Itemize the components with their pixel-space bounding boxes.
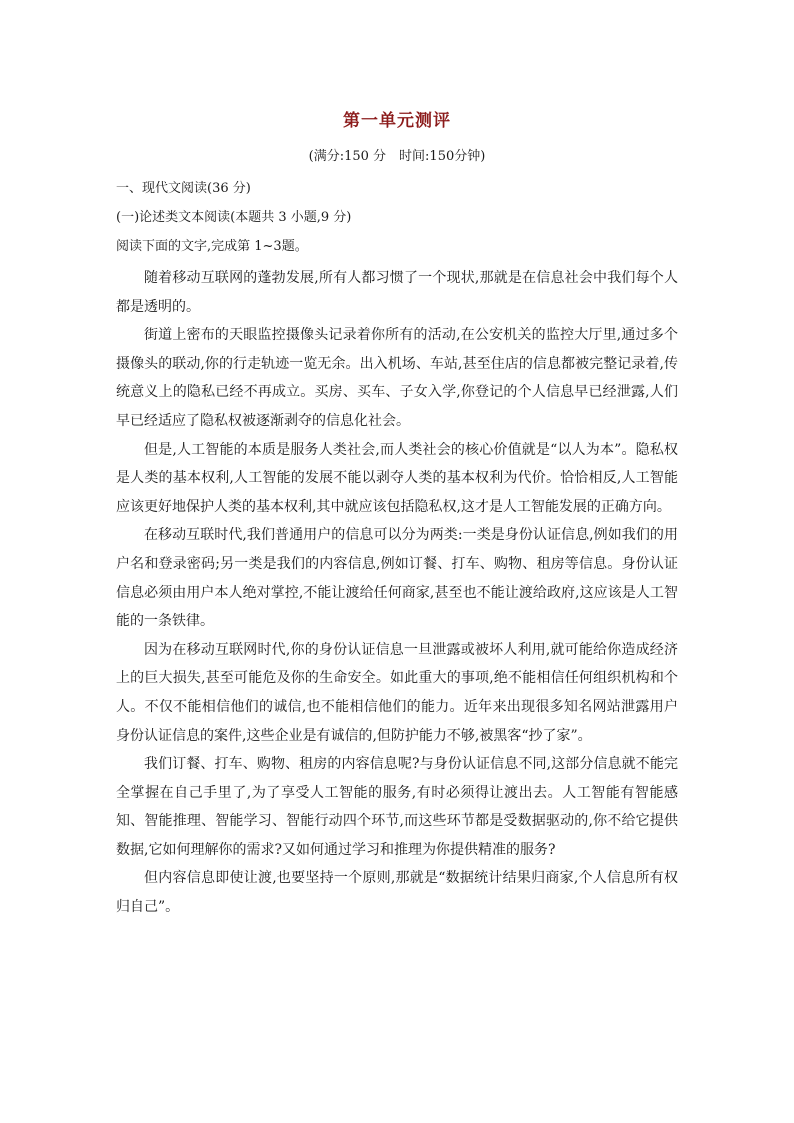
subsection-heading: (一)论述类文本阅读(本题共 3 小题,9 分) xyxy=(116,210,352,225)
paragraph: 因为在移动互联网时代,你的身份认证信息一旦泄露或被坏人利用,就可能给你造成经济上的巨大损失,甚至可能危及你的生命安全。如此重大的事项,绝不能相信任何组织机构和个人。不仅不能相信他们的诚信,也不能相信他们的能力。近年来出现很多知名网站泄露用户身份认证信息的案件,这些企业是有诚信的,但防护能力不够,被黑客“抄了家”。 xyxy=(116,641,678,744)
page-title: 第一单元测评 xyxy=(343,111,451,131)
reading-instruction: 阅读下面的文字,完成第 1~3题。 xyxy=(116,239,308,254)
paragraph: 但是,人工智能的本质是服务人类社会,而人类社会的核心价值就是“以人为本”。隐私权是人类的基本权利,人工智能的发展不能以剥夺人类的基本权利为代价。恰恰相反,人工智能应该更好地保护人类的基本权利,其中就应该包括隐私权,这才是人工智能发展的正确方向。 xyxy=(116,441,678,515)
paragraph: 街道上密布的天眼监控摄像头记录着你所有的活动,在公安机关的监控大厅里,通过多个摄像头的联动,你的行走轨迹一览无余。出入机场、车站,甚至住店的信息都被完整记录着,传统意义上的隐私已经不再成立。买房、买车、子女入学,你登记的个人信息早已经泄露,人们早已经适应了隐私权被逐渐剥夺的信息化社会。 xyxy=(116,327,678,429)
section-heading: 一、现代文阅读(36 分) xyxy=(116,181,251,196)
article-body xyxy=(116,264,678,922)
paragraph: 在移动互联时代,我们普通用户的信息可以分为两类:一类是身份认证信息,例如我们的用户名和登录密码;另一类是我们的内容信息,例如订餐、打车、购物、租房等信息。身份认证信息必须由用户本人绝对掌控,不能让渡给任何商家,甚至也不能让渡给政府,这应该是人工智能的一条铁律。 xyxy=(116,527,678,630)
paragraph: 但内容信息即使让渡,也要坚持一个原则,那就是“数据统计结果归商家,个人信息所有权归自己”。 xyxy=(116,870,678,916)
paragraph: 随着移动互联网的蓬勃发展,所有人都习惯了一个现状,那就是在信息社会中我们每个人都是透明的。 xyxy=(116,270,678,315)
exam-info: (满分:150 分 时间:150分钟) xyxy=(308,149,486,164)
paragraph: 我们订餐、打车、购物、租房的内容信息呢?与身份认证信息不同,这部分信息就不能完全掌握在自己手里了,为了享受人工智能的服务,有时必须得让渡出去。人工智能有智能感知、智能推理、智能学习、智能行动四个环节,而这些环节都是受数据驱动的,你不给它提供数据,它如何理解你的需求?又如何通过学习和推理为你提供精准的服务? xyxy=(116,756,678,858)
